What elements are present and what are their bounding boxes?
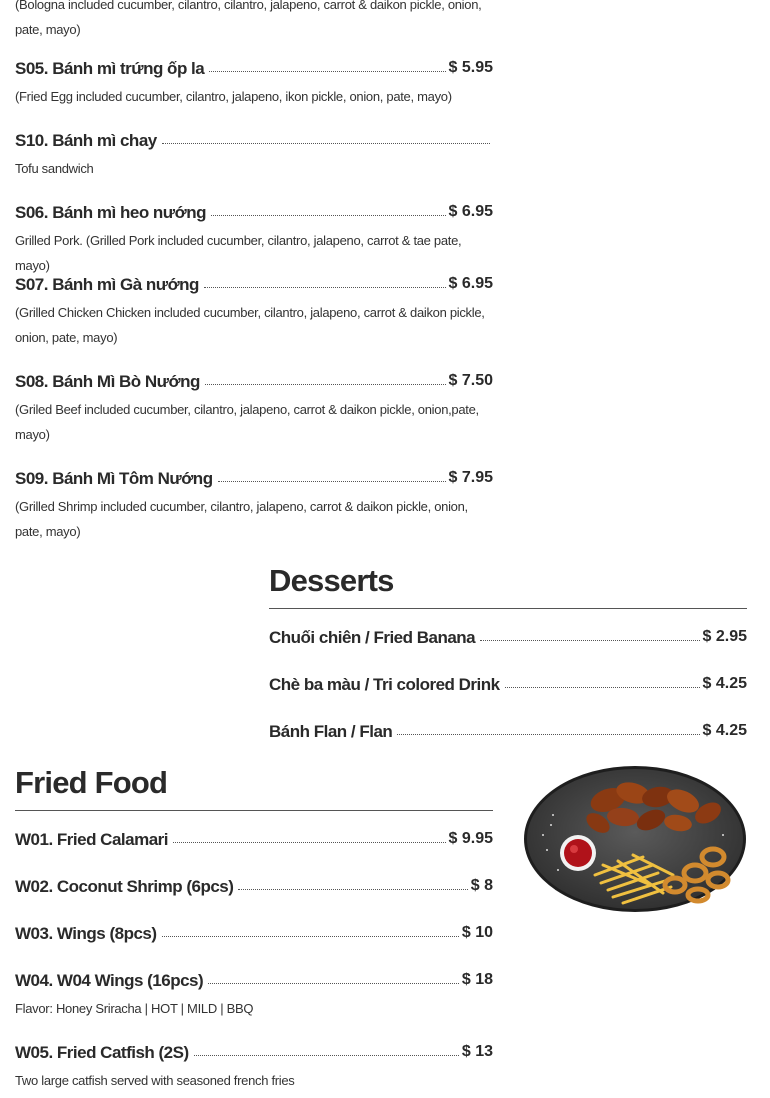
item-name: Bánh Flan / Flan bbox=[269, 722, 393, 741]
dot-leader bbox=[211, 215, 446, 216]
item-price: $ 6.95 bbox=[448, 275, 493, 292]
item-price: $ 4.25 bbox=[702, 675, 747, 692]
item-description: Flavor: Honey Sriracha | HOT | MILD | BBQ bbox=[15, 1001, 254, 1016]
item-name: S08. Bánh Mì Bò Nướng bbox=[15, 372, 200, 391]
fried-food-title: Fried Food bbox=[15, 765, 168, 800]
item-name: S05. Bánh mì trứng ốp la bbox=[15, 59, 205, 78]
dot-leader bbox=[209, 71, 445, 72]
fried-item-w02 bbox=[15, 876, 493, 898]
dot-leader bbox=[208, 983, 459, 984]
dessert-item-tri-colored-drink bbox=[269, 674, 747, 696]
fried-item-w05 bbox=[15, 1042, 493, 1093]
desserts-title: Desserts bbox=[269, 563, 394, 598]
dot-leader bbox=[397, 734, 699, 735]
item-name: Chuối chiên / Fried Banana bbox=[269, 628, 476, 647]
item-price: $ 13 bbox=[461, 1043, 493, 1060]
dot-leader bbox=[218, 481, 446, 482]
menu-item-s10 bbox=[15, 130, 493, 181]
item-name: W05. Fried Catfish (2S) bbox=[15, 1043, 189, 1062]
item-description: (Grilled Chicken Chicken included cucumber, cilantro, jalapeno, carrot & daikon pickle, onion, pate, mayo) bbox=[15, 305, 485, 345]
dot-leader bbox=[173, 842, 446, 843]
item-description: (Grilled Shrimp included cucumber, cilantro, jalapeno, carrot & daikon pickle, onion, pate, mayo) bbox=[15, 499, 468, 539]
item-description: Tofu sandwich bbox=[15, 161, 94, 176]
item-price: $ 5.95 bbox=[448, 59, 493, 76]
item-description: (Fried Egg included cucumber, cilantro, jalapeno, ikon pickle, onion, pate, mayo) bbox=[15, 89, 452, 104]
dessert-item-flan bbox=[269, 721, 747, 743]
item-name: Chè ba màu / Tri colored Drink bbox=[269, 675, 500, 694]
item-price: $ 2.95 bbox=[702, 628, 747, 645]
item-description: Grilled Pork. (Grilled Pork included cucumber, cilantro, jalapeno, carrot & tae pate, mayo) bbox=[15, 233, 462, 273]
dot-leader bbox=[238, 889, 467, 890]
item-description: Two large catfish served with seasoned french fries bbox=[15, 1073, 295, 1088]
fried-item-w03 bbox=[15, 923, 493, 945]
menu-item-s06 bbox=[15, 202, 493, 278]
item-name: S07. Bánh mì Gà nướng bbox=[15, 275, 199, 294]
dot-leader bbox=[480, 640, 699, 641]
ketchup-bowl bbox=[560, 835, 596, 871]
item-price: $ 4.25 bbox=[702, 722, 747, 739]
item-description: (Griled Beef included cucumber, cilantro, jalapeno, carrot & daikon pickle, onion,pate, mayo) bbox=[15, 402, 479, 442]
dot-leader bbox=[505, 687, 700, 688]
item-price: $ 18 bbox=[461, 971, 493, 988]
item-price: $ 7.50 bbox=[448, 372, 493, 389]
fried-food-photo bbox=[523, 765, 747, 913]
menu-item-s08 bbox=[15, 371, 493, 447]
dessert-item-fried-banana bbox=[269, 627, 747, 649]
item-name: W02. Coconut Shrimp (6pcs) bbox=[15, 877, 234, 896]
item-name: W03. Wings (8pcs) bbox=[15, 924, 157, 943]
fried-item-w04 bbox=[15, 970, 493, 1021]
item-name: W01. Fried Calamari bbox=[15, 830, 169, 849]
menu-item-s05 bbox=[15, 58, 493, 109]
dot-leader bbox=[204, 287, 446, 288]
dot-leader bbox=[162, 143, 490, 144]
item-price: $ 10 bbox=[461, 924, 493, 941]
item-name: S10. Bánh mì chay bbox=[15, 131, 157, 150]
item-price: $ 9.95 bbox=[448, 830, 493, 847]
menu-item-s09 bbox=[15, 468, 493, 544]
item-name: W04. W04 Wings (16pcs) bbox=[15, 971, 204, 990]
item-price: $ 7.95 bbox=[448, 469, 493, 486]
previous-item-description: (Bologna included cucumber, cilantro, cilantro, jalapeno, carrot & daikon pickle, onion, pate, mayo) bbox=[15, 0, 482, 37]
item-name: S09. Bánh Mì Tôm Nướng bbox=[15, 469, 213, 488]
item-price: $ 8 bbox=[470, 877, 493, 894]
item-name: S06. Bánh mì heo nướng bbox=[15, 203, 206, 222]
dot-leader bbox=[194, 1055, 459, 1056]
dot-leader bbox=[162, 936, 459, 937]
item-price: $ 6.95 bbox=[448, 203, 493, 220]
desserts-divider bbox=[269, 608, 747, 609]
dot-leader bbox=[205, 384, 446, 385]
menu-item-s07 bbox=[15, 274, 493, 350]
fried-item-w01 bbox=[15, 829, 493, 851]
fried-food-divider bbox=[15, 810, 493, 811]
